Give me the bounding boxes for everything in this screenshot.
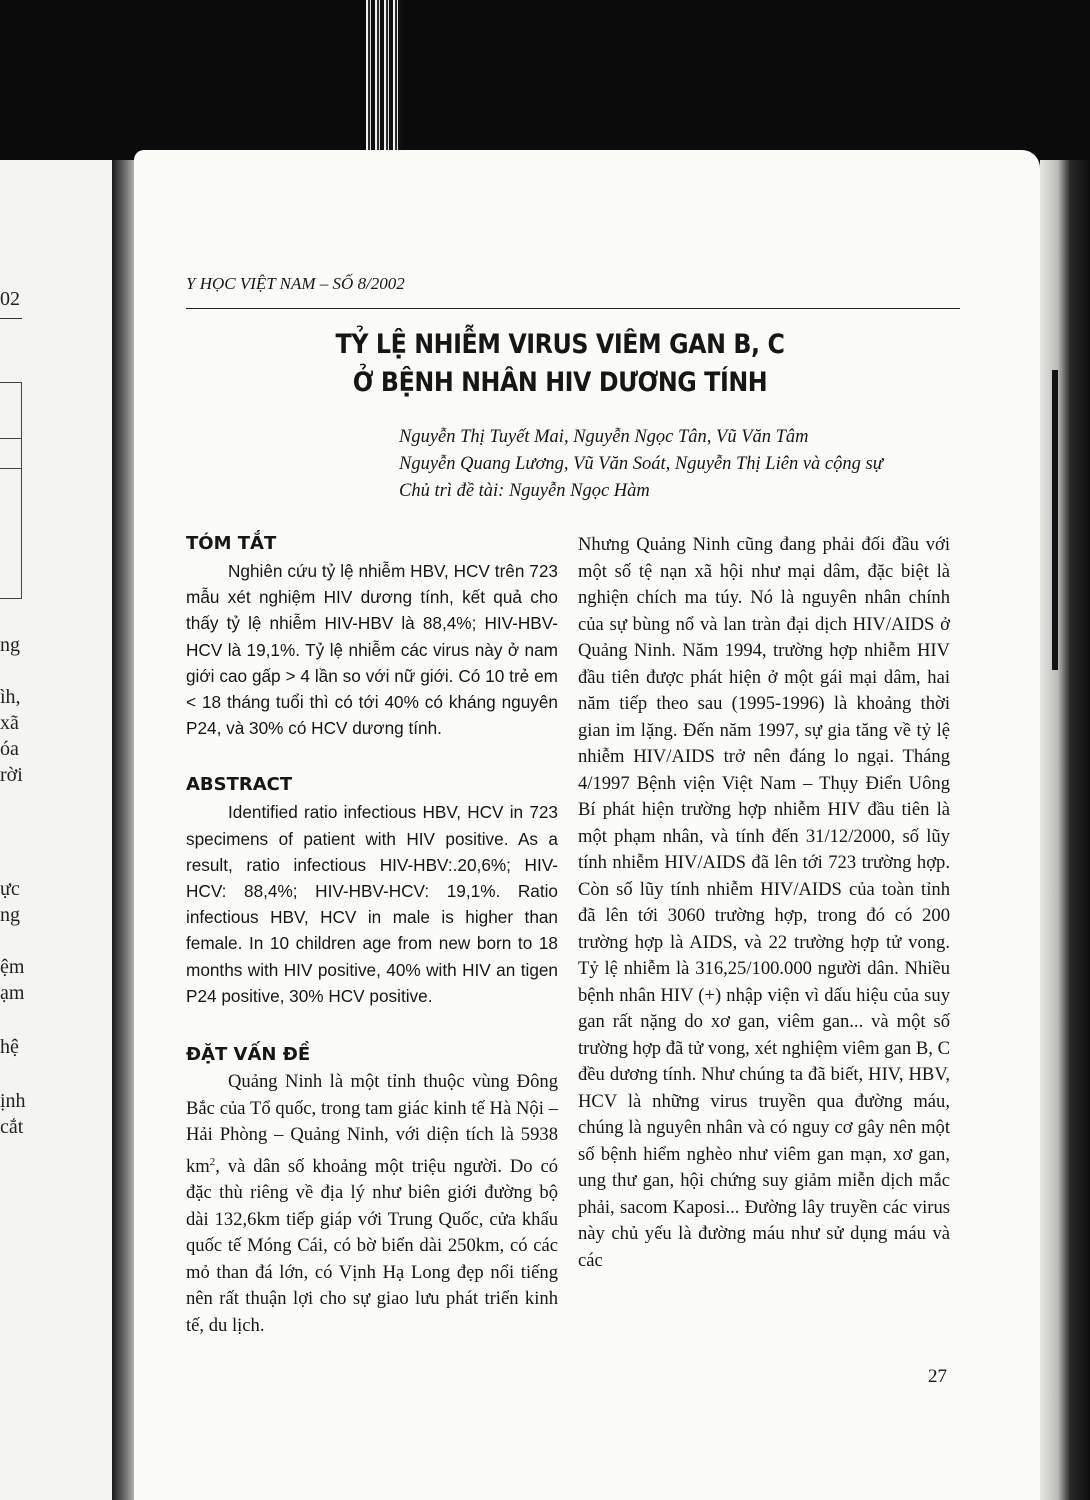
introduction-text bbox=[186, 1069, 558, 1339]
abstract-text bbox=[186, 799, 558, 1009]
prev-page-box-line bbox=[0, 468, 22, 469]
introduction-continuation: Nhưng Quảng Ninh cũng đang phải đối đầu với một số tệ nạn xã hội như mại dâm, đặc biệt là nghiện chích ma túy. Nó là nguyên nhân chính của sự bùng nổ và lan tràn đại dịch HIV/AIDS ở Quảng Ninh. Năm 1994, trường hợp nhiễm HIV đầu tiên được phát hiện ở một gái mại dâm, hai năm tiếp theo sau (1995-1996) là khoảng thời gian im lặng. Đến năm 1997, sự gia tăng về tỷ lệ nhiễm HIV/AIDS trở nên đáng lo ngại. Tháng 4/1997 Bệnh viện Việt Nam – Thụy Điển Uông Bí phát hiện trường hợp nhiễm HIV đầu tiên là một phạm nhân, và tính đến 31/12/2000, số lũy tính nhiễm HIV/AIDS đã lên tới 723 trường hợp. Còn số lũy tính nhiễm HIV/AIDS của toàn tỉnh đã lên tới 3060 trường hợp, trong đó có 200 trường hợp là AIDS, và 22 trường hợp tử vong. Tỷ lệ nhiễm là 316,25/100.000 người dân. Nhiều bệnh nhân HIV (+) nhập viện vì dấu hiệu của suy gan rất nặng do xơ gan, viêm gan... và một số trường hợp đã tử vong, xét nghiệm viêm gan B, C đều dương tính. Như chúng ta đã biết, HIV, HBV, HCV là những virus truyền qua đường máu, chúng là nguyên nhân và có nguy cơ gây nên một số bệnh hiểm nghèo như viêm gan mạn, xơ gan, ung thư gan, hội chứng suy giảm miễn dịch mắc phải, sacom Kaposi... Đường lây truyền các virus này chủ yếu là đường máu như sử dụng máu và các bbox=[578, 534, 950, 1271]
article-authors bbox=[399, 424, 883, 505]
abstract-text-body: Identified ratio infectious HBV, HCV in 723 specimens of patient with HIV positive. As a result, ratio infectious HIV-HBV:.20,6%; HIV-HCV: 88,4%; HIV-HBV-HCV: 19,1%. Ratio infectious HBV, HCV in male is higher than female. In 10 children age from new born to 18 months with HIV positive, 40% with HIV an tigen P24 positive, 30% HCV positive. bbox=[186, 802, 558, 1006]
scanner-binding-strip bbox=[366, 0, 402, 160]
prev-page-fragment-text: ng bbox=[0, 904, 20, 926]
prev-page-fragment-text: ìh, bbox=[0, 686, 21, 708]
page-edge bbox=[1040, 160, 1090, 1500]
previous-page-fragment bbox=[0, 160, 120, 1500]
article-title-line-2: Ở BỆNH NHÂN HIV DƯƠNG TÍNH bbox=[352, 367, 768, 398]
author-line: Chủ trì đề tài: Nguyễn Ngọc Hàm bbox=[399, 481, 650, 501]
summary-text bbox=[186, 558, 558, 741]
prev-page-box-line bbox=[0, 382, 22, 383]
author-line: Nguyễn Thị Tuyết Mai, Nguyễn Ngọc Tân, Vũ Văn Tâm bbox=[399, 427, 809, 447]
prev-page-fragment-text: 02 bbox=[0, 288, 20, 310]
summary-heading: TÓM TẮT bbox=[186, 533, 277, 554]
journal-header: Y HỌC VIỆT NAM – SỐ 8/2002 bbox=[186, 274, 405, 293]
prev-page-fragment-text: ịnh bbox=[0, 1090, 26, 1112]
introduction-text-part1: Quảng Ninh là một tỉnh thuộc vùng Đông Bắc của Tổ quốc, trong tam giác kinh tế Hà Nội – Hải Phòng – Quảng Ninh, với diện tích là 5938 km bbox=[186, 1071, 558, 1177]
prev-page-box-border bbox=[21, 382, 22, 598]
header-rule bbox=[186, 308, 960, 309]
article-title-line-1: TỶ LỆ NHIỄM VIRUS VIÊM GAN B, C bbox=[335, 329, 785, 360]
page-number: 27 bbox=[928, 1366, 947, 1387]
introduction-heading: ĐẶT VẤN ĐỀ bbox=[186, 1044, 311, 1066]
prev-page-fragment-text: ng bbox=[0, 634, 20, 656]
right-column bbox=[578, 532, 950, 1274]
superscript: 2 bbox=[209, 1155, 216, 1168]
abstract-heading: ABSTRACT bbox=[186, 774, 293, 796]
prev-page-rule bbox=[0, 318, 22, 319]
prev-page-fragment-text: rời bbox=[0, 764, 23, 786]
prev-page-fragment-text: cắt bbox=[0, 1116, 24, 1138]
prev-page-box-line bbox=[0, 598, 22, 599]
author-line: Nguyễn Quang Lương, Vũ Văn Soát, Nguyễn Thị Liên và cộng sự bbox=[399, 454, 883, 474]
prev-page-fragment-text: xã bbox=[0, 712, 19, 734]
prev-page-fragment-text: hệ bbox=[0, 1036, 19, 1058]
prev-page-fragment-text: óa bbox=[0, 738, 19, 760]
prev-page-fragment-text: ạm bbox=[0, 982, 25, 1004]
page-edge-shadow bbox=[1052, 370, 1058, 670]
prev-page-fragment-text: ực bbox=[0, 878, 20, 900]
prev-page-box-line bbox=[0, 438, 22, 439]
introduction-text-part2: , và dân số khoảng một triệu người. Do có đặc thù riêng về địa lý như biên giới đường bộ dài 132,6km tiếp giáp với Trung Quốc, cửa khẩu quốc tế Móng Cái, có bờ biển dài 250km, có các mỏ than đá lớn, có Vịnh Hạ Long đẹp nổi tiếng nên rất thuận lợi cho sự giao lưu phát triển kinh tế, du lịch. bbox=[186, 1155, 558, 1336]
prev-page-fragment-text: ệm bbox=[0, 956, 25, 978]
left-column bbox=[186, 530, 558, 1339]
summary-text-body: Nghiên cứu tỷ lệ nhiễm HBV, HCV trên 723 mẫu xét nghiệm HIV dương tính, kết quả cho thấy tỷ lệ nhiễm HIV-HBV là 88,4%; HIV-HBV-HCV là 19,1%. Tỷ lệ nhiễm các virus này ở nam giới cao gấp > 4 lần so với nữ giới. Có 10 trẻ em < 18 tháng tuổi thì có tới 40% có kháng nguyên P24, và 30% có HCV dương tính. bbox=[186, 561, 558, 739]
